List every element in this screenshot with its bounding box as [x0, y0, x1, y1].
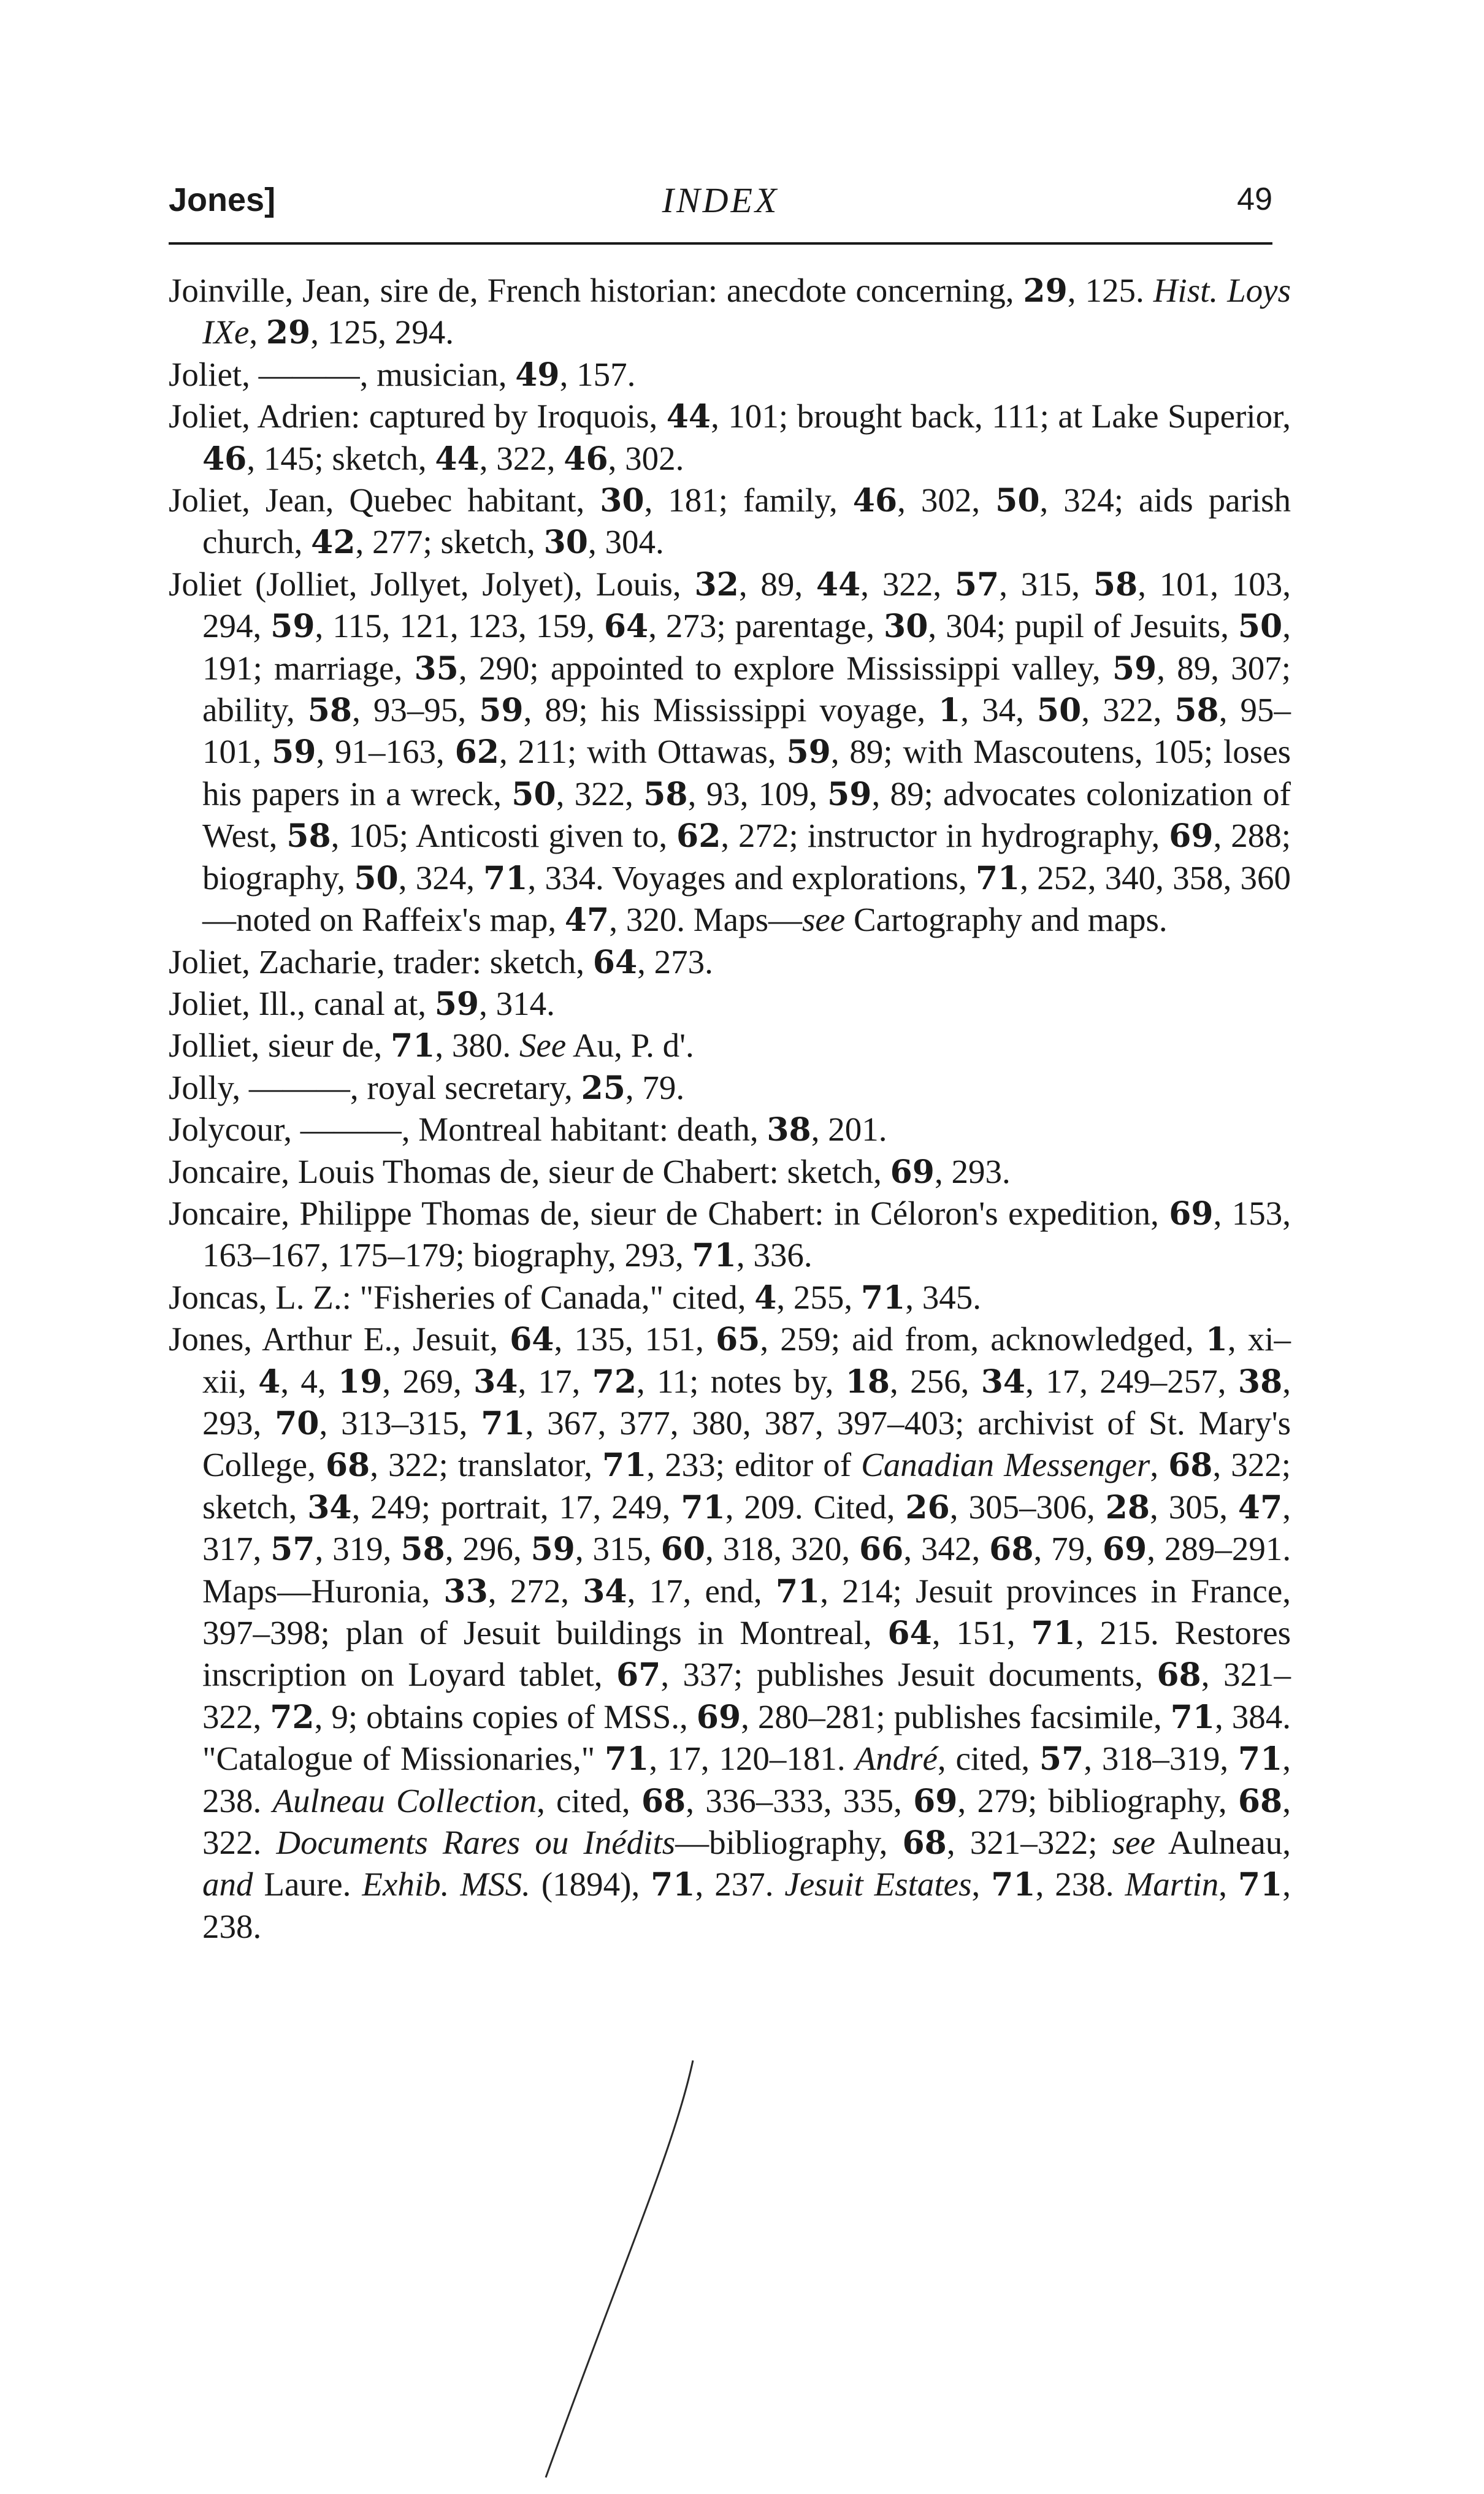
entry-text: , 191; marriage, — [202, 607, 1291, 687]
entry-text: , 288; biography, — [202, 817, 1291, 897]
entry-text: , 215. Restores inscription on Loyard tablet, — [202, 1614, 1291, 1694]
entry-text: , 93, 109, — [687, 775, 828, 813]
volume-number: 50 — [995, 482, 1040, 520]
volume-number: 50 — [1036, 692, 1082, 730]
entry-text: , 321–322, — [202, 1656, 1291, 1735]
entry-text: , 280–281; publishes facsimile, — [741, 1697, 1171, 1735]
volume-number: 57 — [954, 565, 1000, 603]
volume-number: 59 — [786, 733, 831, 771]
entry-text: , 304; pupil of Jesuits, — [928, 607, 1238, 645]
entry-text: Joliet, Adrien: captured by Iroquois, — [169, 397, 667, 435]
index-entry — [169, 396, 1291, 480]
entry-text: , 293. — [934, 1152, 1011, 1190]
entry-text: , 79, — [1033, 1530, 1103, 1568]
volume-number: 69 — [890, 1153, 935, 1191]
entry-text: , 201. — [811, 1111, 887, 1149]
volume-number: 59 — [827, 775, 872, 813]
entry-text: , 272, — [488, 1572, 583, 1610]
entry-text: Joncaire, Louis Thomas de, sieur de Chabert: sketch, — [169, 1152, 890, 1190]
entry-text: , 380. — [435, 1027, 519, 1065]
entry-text: , 125. — [1067, 272, 1153, 309]
entry-text: Joliet (Jolliet, Jollyet, Jolyet), Louis, — [169, 565, 695, 603]
volume-number: 62 — [454, 733, 499, 771]
entry-text: , 259; aid from, acknowledged, — [760, 1320, 1206, 1358]
entry-text: , 89; with Mascoutens, 105; loses his papers in a wreck, — [202, 733, 1291, 813]
volume-number: 71 — [1031, 1615, 1076, 1652]
entry-text: Joliet, ———, musician, — [169, 355, 516, 393]
volume-number: 68 — [325, 1447, 370, 1485]
volume-number: 68 — [902, 1824, 947, 1862]
italic-text: see — [801, 901, 846, 939]
volume-number: 49 — [515, 356, 560, 394]
entry-text: , 255, — [776, 1278, 861, 1316]
volume-number: 64 — [592, 943, 638, 981]
volume-number: 58 — [1174, 692, 1219, 730]
italic-text: André — [855, 1740, 938, 1778]
entry-text: Joliet, Ill., canal at, — [169, 984, 435, 1022]
entry-text: , 324, — [398, 859, 484, 897]
entry-text: , xi–xii, — [202, 1320, 1291, 1400]
entry-text: , 17, 120–181. — [649, 1740, 855, 1778]
volume-number: 25 — [581, 1069, 625, 1107]
volume-number: 46 — [564, 440, 608, 478]
entry-text: , 95–101, — [202, 691, 1291, 771]
index-entry — [169, 1109, 1291, 1150]
volume-number: 42 — [311, 524, 356, 562]
entry-text: , 315, — [999, 565, 1093, 603]
index-entry — [169, 1318, 1291, 1947]
entry-text: , 135, 151, — [554, 1320, 716, 1358]
volume-number: 65 — [716, 1321, 760, 1359]
entry-text: , 89; advocates colonization of West, — [202, 775, 1291, 855]
volume-number: 71 — [1170, 1698, 1215, 1736]
volume-number: 59 — [479, 692, 524, 730]
volume-number: 69 — [1102, 1531, 1147, 1569]
entry-text: , 322, — [860, 565, 955, 603]
entry-text: , cited, — [537, 1781, 641, 1819]
volume-number: 59 — [270, 608, 315, 646]
entry-text: , 9; obtains copies of MSS., — [314, 1697, 697, 1735]
volume-number: 58 — [1093, 565, 1138, 603]
volume-number: 30 — [600, 482, 644, 520]
entry-text: , 91–163, — [316, 733, 455, 771]
italic-text: Canadian Messenger — [861, 1446, 1150, 1484]
entry-text: , 342, — [903, 1530, 990, 1568]
entry-text: , 17, end, — [627, 1572, 776, 1610]
entry-text: , 105; Anticosti given to, — [331, 817, 677, 855]
entry-text: Laure. — [253, 1865, 362, 1903]
volume-number: 71 — [1237, 1740, 1283, 1778]
volume-number: 59 — [272, 733, 316, 771]
italic-text: and — [202, 1865, 253, 1903]
entry-text: , 302. — [608, 439, 684, 477]
entry-text: Jolycour, ———, Montreal habitant: death, — [169, 1111, 767, 1149]
volume-number: 68 — [1237, 1782, 1283, 1820]
volume-number: 57 — [270, 1531, 315, 1569]
entry-text: , — [1218, 1865, 1238, 1903]
volume-number: 1 — [938, 692, 961, 730]
header-surname-range: Jones] — [169, 182, 276, 218]
volume-number: 46 — [202, 440, 247, 478]
volume-number: 34 — [473, 1363, 518, 1401]
entry-text: , 249; portrait, 17, 249, — [351, 1488, 681, 1526]
header-title: INDEX — [662, 180, 779, 220]
volume-number: 69 — [913, 1782, 958, 1820]
entry-text: , 305–306, — [949, 1488, 1106, 1526]
volume-number: 33 — [443, 1572, 488, 1610]
index-entry — [169, 480, 1291, 564]
entry-text: , 11; notes by, — [637, 1362, 846, 1400]
volume-number: 4 — [258, 1363, 281, 1401]
volume-number: 64 — [603, 608, 649, 646]
entry-text: Joliet, Zacharie, trader: sketch, — [169, 943, 593, 981]
volume-number: 4 — [754, 1279, 777, 1317]
entry-text: , — [249, 313, 266, 351]
volume-number: 71 — [692, 1237, 736, 1275]
entry-text: , 79. — [625, 1068, 685, 1106]
entry-text: Joinville, Jean, sire de, French historian: anecdote concerning, — [169, 272, 1023, 309]
entry-text: , 214; Jesuit provinces in France, 397–398; plan of Jesuit buildings in Montreal, — [202, 1572, 1291, 1651]
entry-text: Au, P. d'. — [566, 1027, 694, 1065]
entry-text: , 101; brought back, 111; at Lake Superior, — [711, 397, 1291, 435]
entry-text: , 157. — [559, 355, 636, 393]
entry-text: , 237. — [695, 1865, 785, 1903]
volume-number: 50 — [511, 775, 556, 813]
entry-text: , 321–322; — [946, 1824, 1112, 1862]
italic-text: Jesuit Estates — [784, 1865, 972, 1903]
volume-number: 66 — [859, 1531, 904, 1569]
index-entry — [169, 1151, 1291, 1193]
italic-text: see — [1112, 1824, 1155, 1862]
entry-text: , 322, — [479, 439, 564, 477]
italic-text: See — [519, 1027, 567, 1065]
index-entry — [169, 1025, 1291, 1066]
entry-text: , 252, 340, 358, 360—noted on Raffeix's map, — [202, 859, 1291, 939]
volume-number: 44 — [435, 440, 480, 478]
entry-text: , 302, — [897, 481, 996, 519]
volume-number: 71 — [483, 859, 528, 897]
entry-text: , 233; editor of — [646, 1446, 862, 1484]
entry-text: , 322. — [202, 1781, 1291, 1862]
entry-text: , 290; appointed to explore Mississippi valley, — [458, 649, 1112, 687]
entry-text: , 318, 320, — [705, 1530, 859, 1568]
volume-number: 29 — [1023, 272, 1068, 310]
volume-number: 70 — [275, 1404, 319, 1442]
entry-text: , 277; sketch, — [355, 523, 544, 561]
volume-number: 71 — [775, 1572, 820, 1610]
entry-text: , 322, — [1081, 691, 1175, 729]
entry-text: , 334. Voyages and explorations, — [527, 859, 976, 897]
volume-number: 28 — [1105, 1488, 1150, 1526]
entry-text: , 93–95, — [352, 691, 480, 729]
entry-text: , 320. Maps— — [609, 901, 802, 939]
entry-text: , 322, — [556, 775, 644, 813]
entry-text: , 304. — [587, 523, 664, 561]
volume-number: 72 — [592, 1363, 637, 1401]
entry-text: , 238. — [202, 1865, 1291, 1945]
entry-text: , 238. — [1035, 1865, 1125, 1903]
volume-number: 47 — [564, 901, 610, 939]
entry-text: , 238. — [202, 1740, 1291, 1819]
entry-text: , 289–291. Maps—Huronia, — [202, 1530, 1291, 1610]
volume-number: 72 — [270, 1698, 315, 1736]
entry-text: , 273. — [637, 943, 713, 981]
entry-text: , 296, — [445, 1530, 531, 1568]
volume-number: 71 — [602, 1447, 647, 1485]
index-entry — [169, 1067, 1291, 1109]
volume-number: 18 — [845, 1363, 890, 1401]
volume-number: 38 — [1237, 1363, 1283, 1401]
italic-text: Martin — [1125, 1865, 1219, 1903]
volume-number: 68 — [1157, 1656, 1201, 1694]
entry-text: , 336. — [736, 1236, 813, 1274]
entry-text: , 269, — [382, 1362, 474, 1400]
volume-number: 30 — [884, 608, 928, 646]
entry-text: , 315, — [575, 1530, 661, 1568]
entry-text: , 151, — [931, 1614, 1031, 1651]
volume-number: 32 — [694, 565, 739, 603]
volume-number: 47 — [1237, 1488, 1283, 1526]
volume-number: 58 — [400, 1531, 445, 1569]
entry-text: , 293, — [202, 1362, 1291, 1442]
volume-number: 57 — [1039, 1740, 1084, 1778]
index-entry — [169, 983, 1291, 1025]
volume-number: 71 — [681, 1488, 725, 1526]
volume-number: 59 — [434, 985, 480, 1023]
volume-number: 46 — [852, 482, 898, 520]
volume-number: 68 — [1168, 1447, 1213, 1485]
volume-number: 71 — [860, 1279, 906, 1317]
volume-number: 30 — [543, 524, 588, 562]
running-header — [169, 175, 1272, 230]
volume-number: 71 — [1237, 1866, 1283, 1904]
volume-number: 35 — [414, 649, 459, 687]
volume-number: 34 — [583, 1572, 627, 1610]
entry-text: , 324; aids parish church, — [202, 481, 1291, 561]
entry-text: , 319, — [315, 1530, 401, 1568]
italic-text: Exhib. MSS. — [362, 1865, 530, 1903]
entry-text: , 384. "Catalogue of Missionaries," — [202, 1697, 1291, 1778]
entry-text: , 322; sketch, — [202, 1446, 1291, 1526]
entry-text: , 322; translator, — [370, 1446, 603, 1484]
entry-text: , 17, — [518, 1362, 592, 1400]
page-number: 49 — [1237, 182, 1272, 217]
entry-text: , 4, — [280, 1362, 338, 1400]
entry-text: Joncas, L. Z.: "Fisheries of Canada," cited, — [169, 1278, 755, 1316]
volume-number: 68 — [989, 1531, 1034, 1569]
entry-text: , 305, — [1150, 1488, 1238, 1526]
volume-number: 50 — [1237, 608, 1283, 646]
volume-number: 19 — [338, 1363, 383, 1401]
entry-text: , 272; instructor in hydrography, — [721, 817, 1169, 855]
entry-text: , 89, 307; ability, — [202, 649, 1291, 729]
entry-text: , 317, — [202, 1488, 1291, 1568]
volume-number: 58 — [643, 775, 688, 813]
entry-text: , — [1150, 1446, 1169, 1484]
entry-text: Joliet, Jean, Quebec habitant, — [169, 481, 600, 519]
volume-number: 58 — [307, 692, 353, 730]
entry-text: Jones, Arthur E., Jesuit, — [169, 1320, 510, 1358]
italic-text: Documents Rares ou Inédits — [276, 1824, 676, 1862]
volume-number: 34 — [981, 1363, 1026, 1401]
index-entry — [169, 941, 1291, 983]
volume-number: 68 — [641, 1782, 686, 1820]
index-entry — [169, 354, 1291, 396]
volume-number: 50 — [354, 859, 399, 897]
index-entry — [169, 564, 1291, 941]
entry-text: , 345. — [905, 1278, 982, 1316]
entry-text: Jolliet, sieur de, — [169, 1027, 391, 1065]
entry-text: , 145; sketch, — [247, 439, 435, 477]
volume-number: 71 — [604, 1740, 649, 1778]
volume-number: 1 — [1205, 1321, 1228, 1359]
volume-number: 71 — [391, 1027, 435, 1065]
entry-text: , 337; publishes Jesuit documents, — [660, 1656, 1157, 1694]
entry-text: , 211; with Ottawas, — [499, 733, 787, 771]
volume-number: 58 — [286, 817, 331, 855]
volume-number: 69 — [696, 1698, 741, 1736]
index-entry — [169, 270, 1291, 354]
volume-number: 71 — [651, 1866, 695, 1904]
entry-text: —bibliography, — [675, 1824, 903, 1862]
volume-number: 29 — [266, 314, 311, 352]
entry-text: , 318–319, — [1084, 1740, 1238, 1778]
entry-text: (1894), — [530, 1865, 651, 1903]
index-entry — [169, 1193, 1291, 1277]
volume-number: 69 — [1169, 817, 1214, 855]
entry-text: Cartography and maps. — [845, 901, 1168, 939]
index-entries — [169, 270, 1291, 1947]
entry-text: , 101, 103, 294, — [202, 565, 1291, 645]
entry-text: , 181; family, — [644, 481, 853, 519]
volume-number: 44 — [666, 398, 711, 436]
entry-text: , 256, — [890, 1362, 981, 1400]
italic-text: Hist. Loys IXe — [202, 272, 1291, 351]
entry-text: , 273; parentage, — [648, 607, 884, 645]
volume-number: 67 — [616, 1656, 661, 1694]
entry-text: Joncaire, Philippe Thomas de, sieur de Chabert: in Céloron's expedition, — [169, 1194, 1169, 1232]
volume-number: 38 — [767, 1111, 811, 1149]
volume-number: 64 — [887, 1615, 932, 1652]
volume-number: 44 — [816, 565, 861, 603]
entry-text: , — [971, 1865, 992, 1903]
entry-text: , 313–315, — [319, 1404, 481, 1442]
entry-text: , 209. Cited, — [725, 1488, 906, 1526]
header-rule — [169, 242, 1272, 245]
volume-number: 34 — [307, 1488, 352, 1526]
entry-text: , 125, 294. — [310, 313, 454, 351]
index-entry — [169, 1277, 1291, 1318]
volume-number: 71 — [975, 859, 1020, 897]
volume-number: 71 — [991, 1866, 1036, 1904]
entry-text: , 17, 249–257, — [1025, 1362, 1238, 1400]
volume-number: 59 — [530, 1531, 575, 1569]
entry-text: , 34, — [960, 691, 1037, 729]
entry-text: Jolly, ———, royal secretary, — [169, 1068, 581, 1106]
entry-text: , 89; his Mississippi voyage, — [523, 691, 939, 729]
italic-text: Aulneau Collection — [272, 1781, 537, 1819]
volume-number: 69 — [1169, 1195, 1214, 1233]
volume-number: 60 — [660, 1531, 706, 1569]
entry-text: , 115, 121, 123, 159, — [315, 607, 604, 645]
entry-text: , 89, — [738, 565, 816, 603]
volume-number: 71 — [481, 1404, 526, 1442]
entry-text: , 314. — [479, 984, 555, 1022]
pencil-stroke-mark — [491, 2054, 748, 2484]
entry-text: , 279; bibliography, — [957, 1781, 1238, 1819]
volume-number: 64 — [510, 1321, 554, 1359]
entry-text: , cited, — [937, 1740, 1039, 1778]
volume-number: 59 — [1112, 649, 1157, 687]
volume-number: 26 — [905, 1488, 950, 1526]
entry-text: , 153, 163–167, 175–179; biography, 293, — [202, 1194, 1291, 1274]
entry-text: , 367, 377, 380, 387, 397–403; archivist of St. Mary's College, — [202, 1404, 1291, 1484]
entry-text: , 336–333, 335, — [686, 1781, 914, 1819]
volume-number: 62 — [676, 817, 721, 855]
entry-text: Aulneau, — [1155, 1824, 1291, 1862]
